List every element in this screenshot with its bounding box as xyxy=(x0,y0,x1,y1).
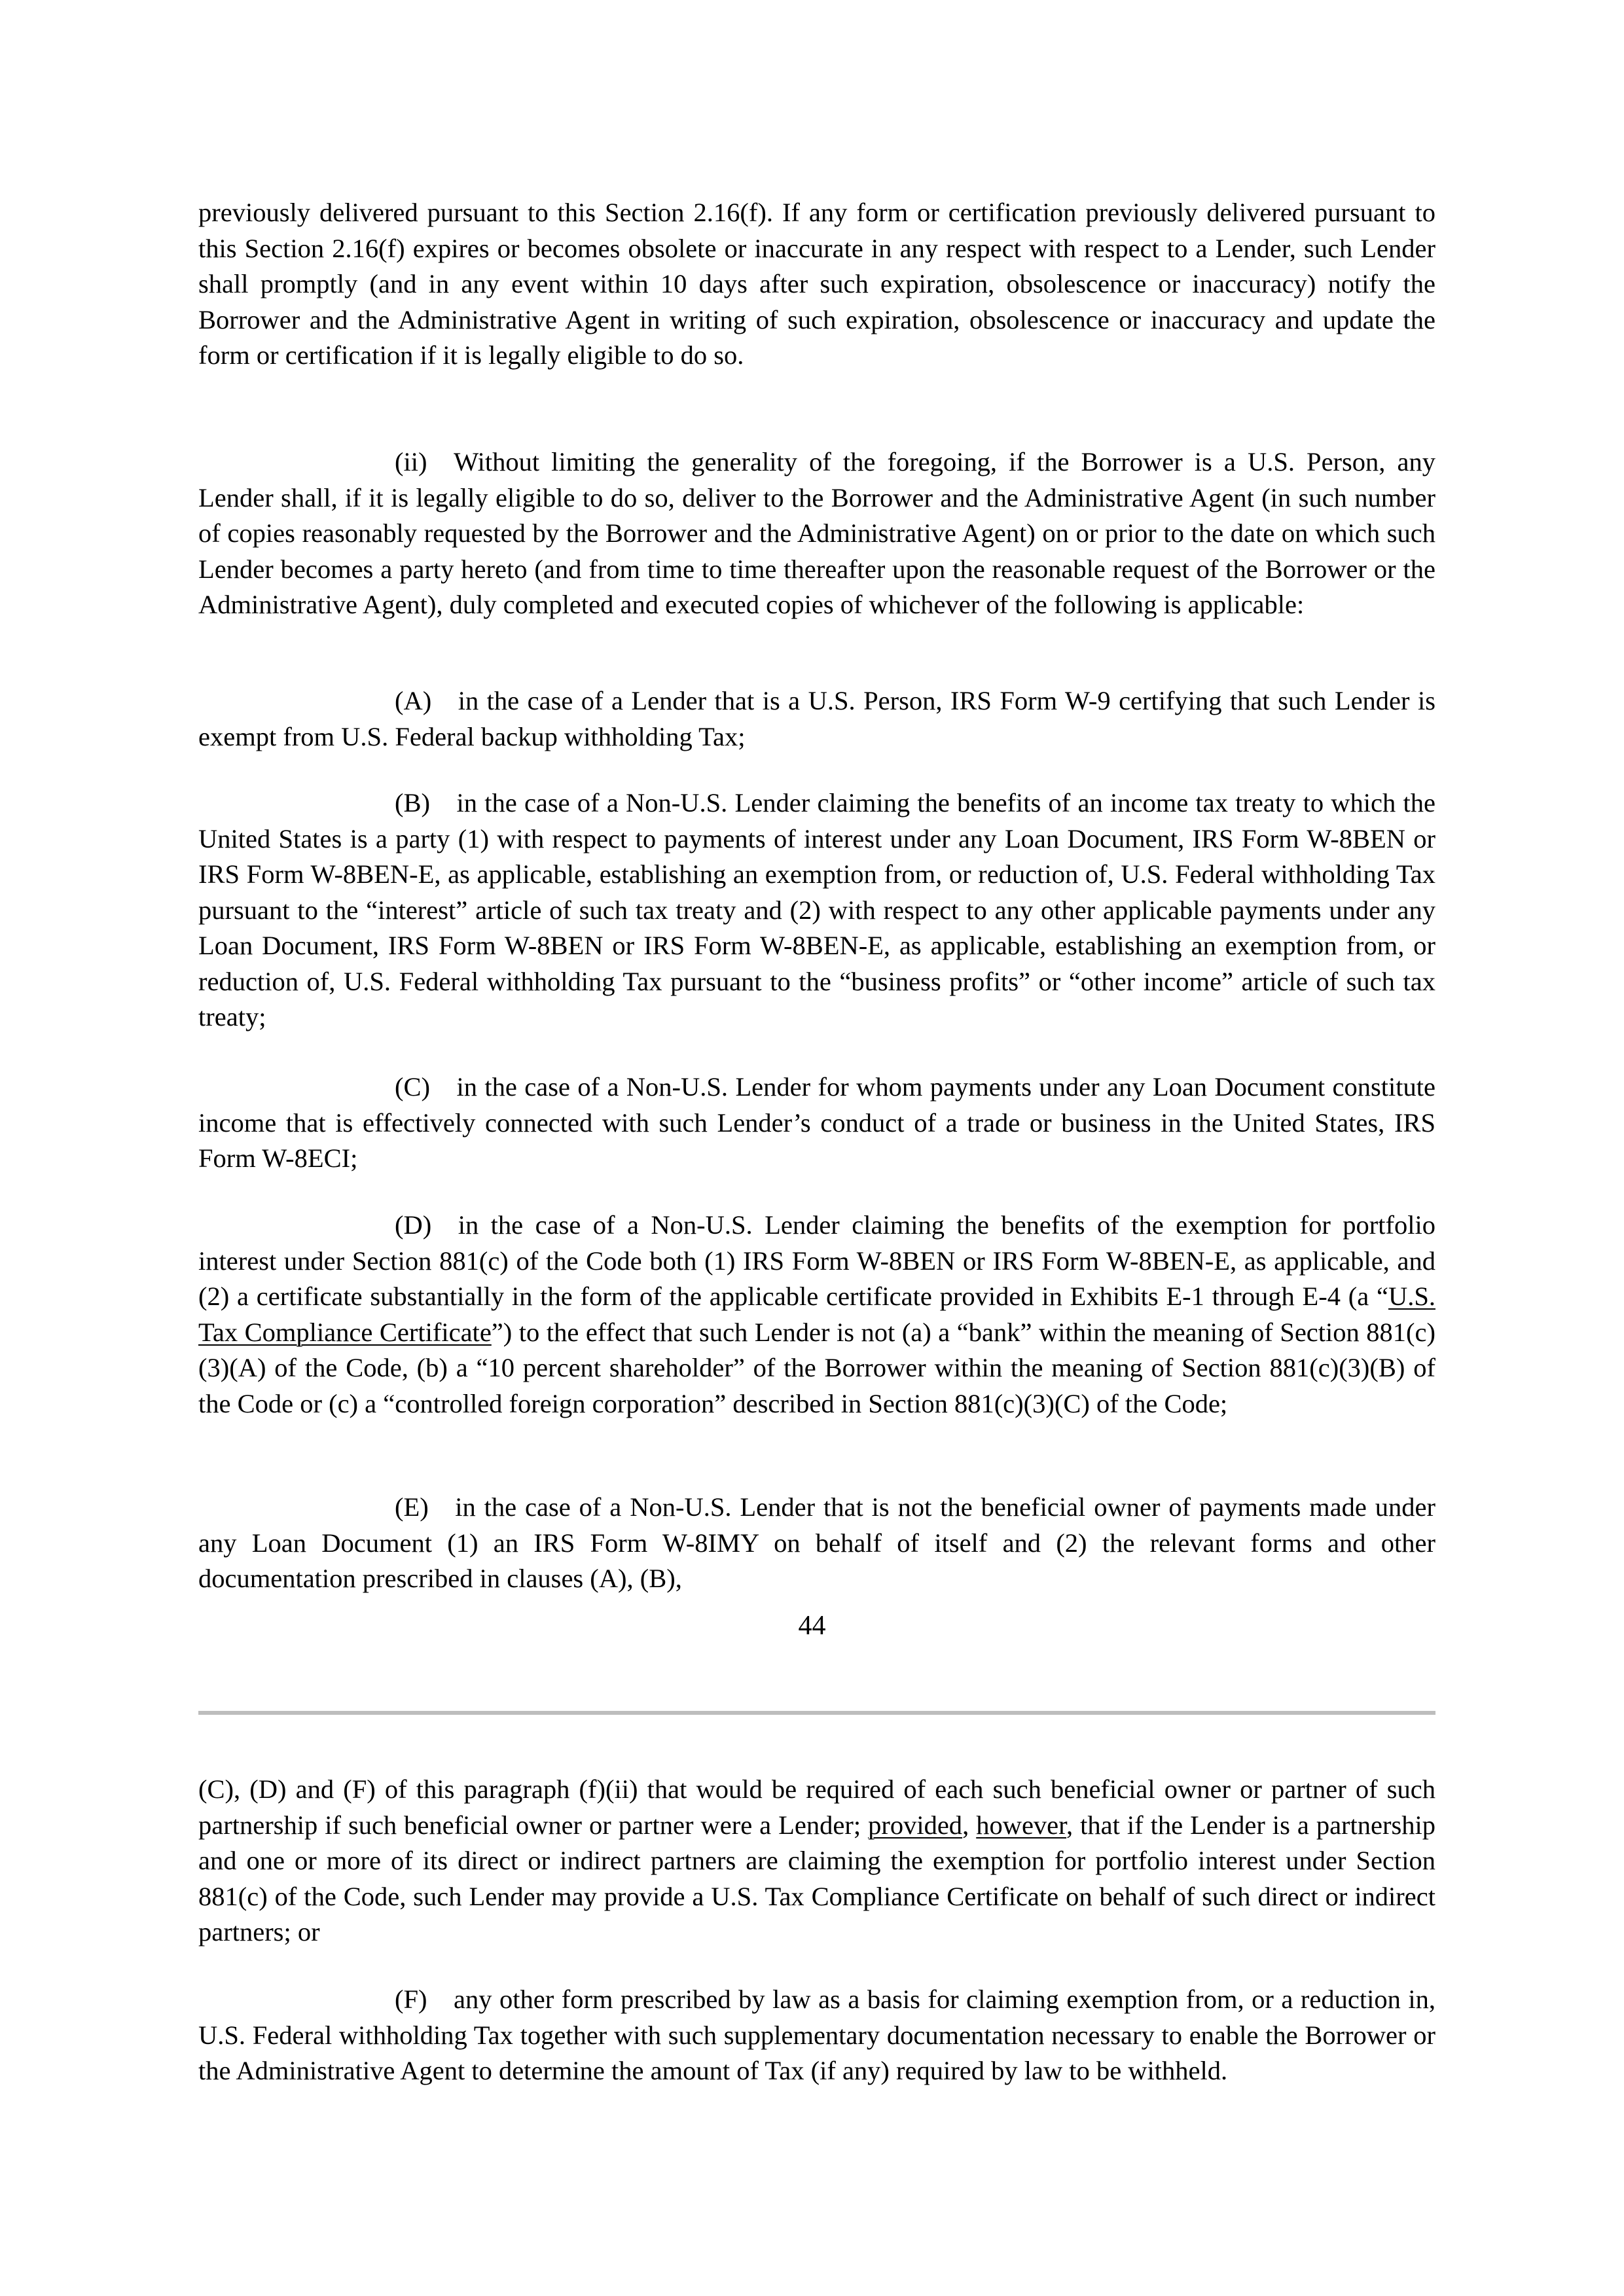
paragraph-e xyxy=(198,1490,1435,1597)
paragraph-d xyxy=(198,1208,1435,1422)
paragraph-e-cont-text-end: , that if the Lender is a partnership and one or more of its direct or indirect partners are claiming the exemption for portfolio interest under Section 881(c) of the Code, such Lender may provide a U.S. Tax Compliance Certificate on behalf of such direct or indirect partners; or xyxy=(198,1810,1436,1946)
paragraph-e-continuation xyxy=(198,1772,1435,1950)
paragraph-d-text-start: (D) in the case of a Non-U.S. Lender claiming the benefits of the exemption for portfolio interest under Section 881(c) of the Code both (1) IRS Form W-8BEN or IRS Form W-8BEN-E, as applicable, and (2) a certificate substantially in the form of the applicable certificate provided in Exhibits E-1 through E-4 (a “ xyxy=(198,1210,1435,1311)
defined-term-tax-compliance-certificate: U.S. Tax Compliance Certificate xyxy=(198,1282,1435,1347)
paragraph-text: (E) in the case of a Non-U.S. Lender that is not the beneficial owner of payments made under any Loan Document (1) an IRS Form W-8IMY on behalf of itself and (2) the relevant forms and other documentation prescribed in clauses (A), (B), xyxy=(198,1492,1435,1593)
paragraph-c xyxy=(198,1069,1435,1177)
paragraph-text: (B) in the case of a Non-U.S. Lender claiming the benefits of an income tax treaty to which the United States is a party (1) with respect to payments of interest under any Loan Document, IRS Form W-8BEN or IRS Form W-8BEN-E, as applicable, establishing an exemption from, or reduction of, U.S. Federal withholding Tax pursuant to the “interest” article of such tax treaty and (2) with respect to any other applicable payments under any Loan Document, IRS Form W-8BEN or IRS Form W-8BEN-E, as applicable, establishing an exemption from, or reduction of, U.S. Federal withholding Tax pursuant to the “business profits” or “other income” article of such tax treaty; xyxy=(198,788,1435,1031)
paragraph-text xyxy=(198,1772,1435,1950)
paragraph-f xyxy=(198,1982,1435,2089)
paragraph-ii xyxy=(198,444,1435,623)
comma: , xyxy=(962,1810,977,1840)
paragraph-text: (ii) Without limiting the generality of the foregoing, if the Borrower is a U.S. Person, any Lender shall, if it is legally eligible to do so, deliver to the Borrower and the Administrative Agent (in such number of copies reasonably requested by the Borrower and the Administrative Agent) on or prior to the date on which such Lender becomes a party hereto (and from time to time thereafter upon the reasonable request of the Borrower or the Administrative Agent), duly completed and executed copies of whichever of the following is applicable: xyxy=(198,447,1435,619)
paragraph-text: previously delivered pursuant to this Section 2.16(f). If any form or certification previously delivered pursuant to this Section 2.16(f) expires or becomes obsolete or inaccurate in any respect with respect to a Lender, such Lender shall promptly (and in any event within 10 days after such expiration, obsolescence or inaccuracy) notify the Borrower and the Administrative Agent in writing of such expiration, obsolescence or inaccuracy and update the form or certification if it is legally eligible to do so. xyxy=(198,198,1435,370)
paragraph-text xyxy=(198,1208,1435,1422)
term-however: however xyxy=(976,1810,1067,1840)
page-break-divider xyxy=(198,1711,1435,1715)
paragraph-text: (F) any other form prescribed by law as a basis for claiming exemption from, or a reduction in, U.S. Federal withholding Tax together with such supplementary documentation necessary to enable the Borrower or the Administrative Agent to determine the amount of Tax (if any) required by law to be withheld. xyxy=(198,1984,1435,2085)
paragraph-b xyxy=(198,785,1435,1035)
paragraph-e-cont-text-start: (C), (D) and (F) of this paragraph (f)(ii) that would be required of each such beneficial owner or partner of such partnership if such beneficial owner or partner were a Lender; xyxy=(198,1774,1435,1840)
paragraph-d-text-end: ”) to the effect that such Lender is not (a) a “bank” within the meaning of Section 881(c)(3)(A) of the Code, (b) a “10 percent shareholder” of the Borrower within the meaning of Section 881(c)(3)(B) of the Code or (c) a “controlled foreign corporation” described in Section 881(c)(3)(C) of the Code; xyxy=(198,1317,1436,1418)
paragraph-a xyxy=(198,683,1435,755)
term-provided: provided xyxy=(868,1810,963,1840)
paragraph-text: (A) in the case of a Lender that is a U.S. Person, IRS Form W-9 certifying that such Lender is exempt from U.S. Federal backup withholding Tax; xyxy=(198,686,1435,751)
paragraph-continuation xyxy=(198,195,1435,374)
page-number: 44 xyxy=(798,1611,826,1641)
paragraph-text: (C) in the case of a Non-U.S. Lender for whom payments under any Loan Document constitute income that is effectively connected with such Lender’s conduct of a trade or business in the United States, IRS Form W-8ECI; xyxy=(198,1072,1435,1173)
